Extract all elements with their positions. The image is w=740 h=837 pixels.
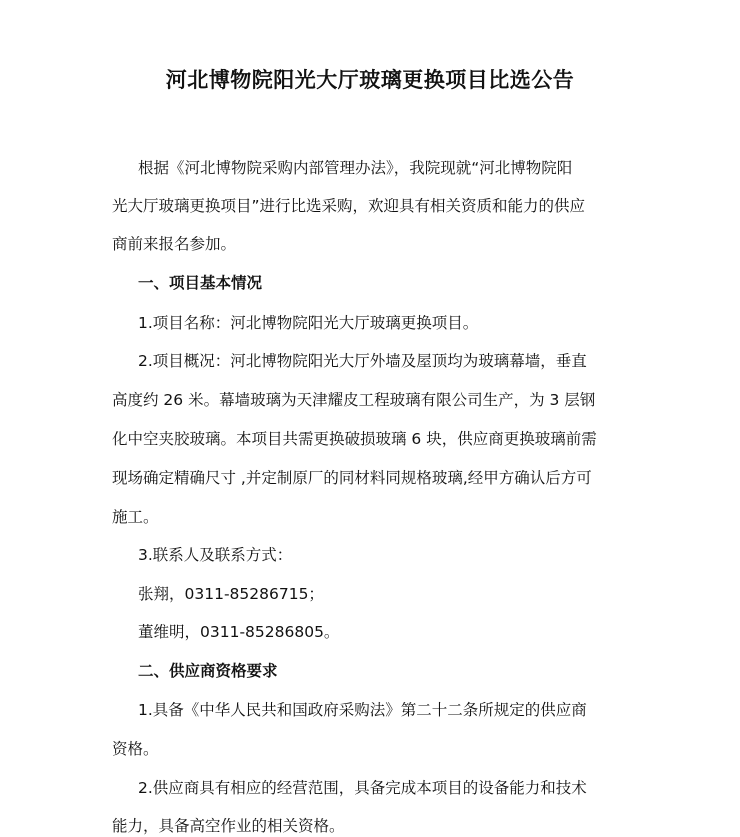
- item-2-line-2: 高度约 26 米。幕墙玻璃为天津耀皮工程玻璃有限公司生产，为 3 层钢: [112, 391, 596, 409]
- contact-1: 张翔，0311-85286715；: [138, 585, 324, 603]
- item-2-line-4: 现场确定精确尺寸 ,并定制原厂的同材料同规格玻璃,经甲方确认后方可: [112, 469, 592, 487]
- section-heading-2: 二、供应商资格要求: [138, 662, 278, 680]
- intro-line-3: 商前来报名参加。: [112, 235, 237, 253]
- req-2-line-2: 能力，具备高空作业的相关资格。: [112, 817, 345, 835]
- req-2-line-1: 2.供应商具有相应的经营范围，具备完成本项目的设备能力和技术: [138, 779, 587, 797]
- page-title: 河北博物院阳光大厅玻璃更换项目比选公告: [165, 68, 575, 92]
- item-2-line-5: 施工。: [112, 508, 159, 526]
- item-2-line-3: 化中空夹胶玻璃。本项目共需更换破损玻璃 6 块，供应商更换玻璃前需: [112, 430, 597, 448]
- section-heading-1: 一、项目基本情况: [138, 274, 263, 292]
- item-2-line-1: 2.项目概况：河北博物院阳光大厅外墙及屋顶均为玻璃幕墙，垂直: [138, 352, 587, 370]
- item-1-name: 1.项目名称：河北博物院阳光大厅玻璃更换项目。: [138, 314, 479, 332]
- contact-2: 董维明，0311-85286805。: [138, 623, 340, 641]
- intro-line-1: 根据《河北博物院采购内部管理办法》，我院现就“河北博物院阳: [138, 159, 573, 177]
- req-1-line-2: 资格。: [112, 740, 159, 758]
- req-1-line-1: 1.具备《中华人民共和国政府采购法》第二十二条所规定的供应商: [138, 701, 587, 719]
- contact-heading: 3.联系人及联系方式：: [138, 546, 293, 564]
- intro-line-2: 光大厅玻璃更换项目”进行比选采购，欢迎具有相关资质和能力的供应: [112, 197, 586, 215]
